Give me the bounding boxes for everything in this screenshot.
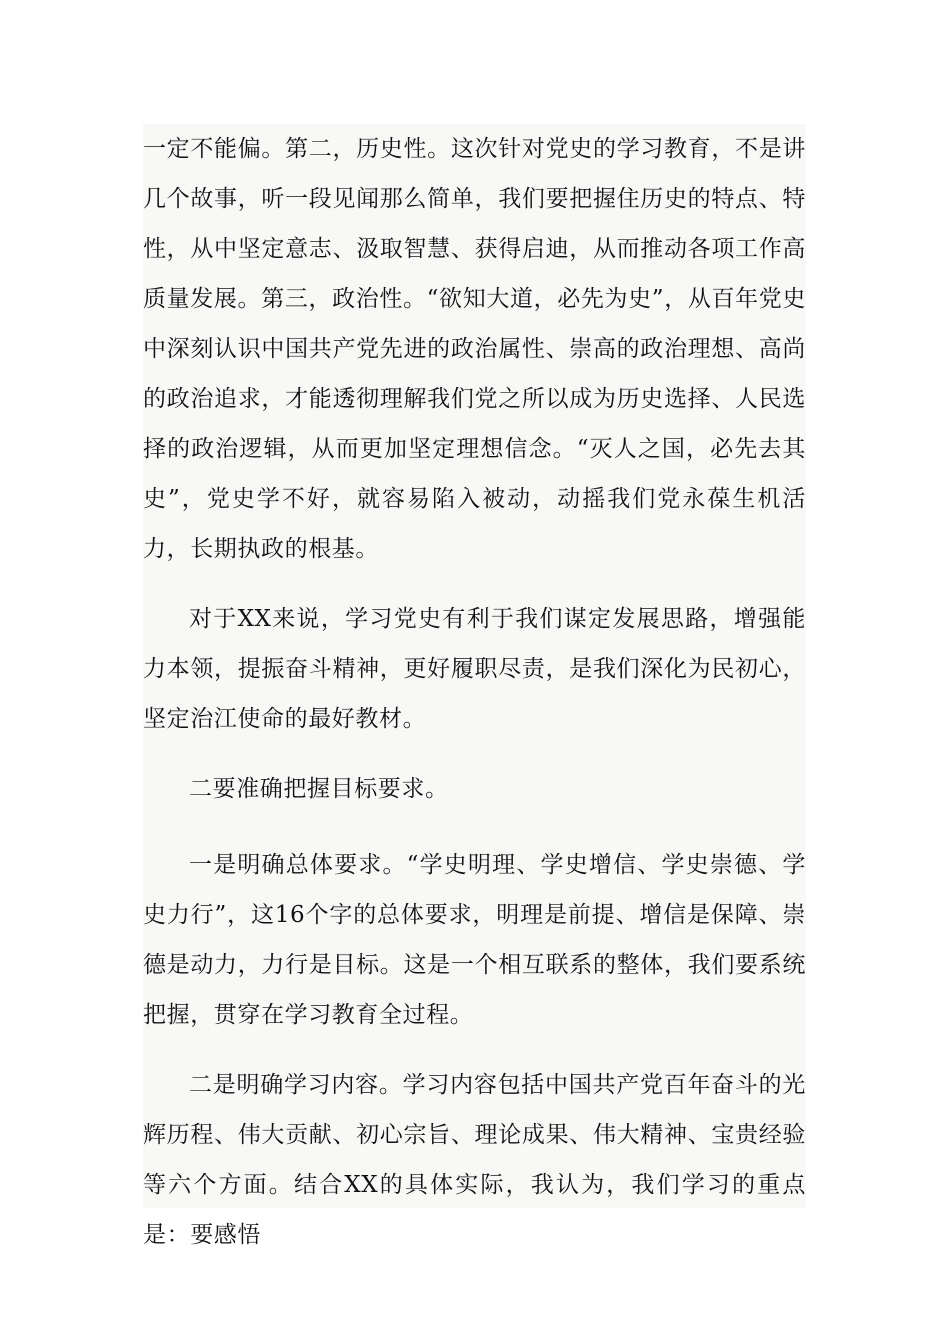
paragraph-continuation: 一定不能偏。第二，历史性。这次针对党史的学习教育，不是讲几个故事，听一段见闻那么简单，我们要把握住历史的特点、特性，从中坚定意志、汲取智慧、获得启迪，从而推动各项工作高质量发展。第三，政治性。“欲知大道，必先为史”，从百年党史中深刻认识中国共产党先进的政治属性、崇高的政治理想、高尚的政治追求，才能透彻理解我们党之所以成为历史选择、人民选择的政治逻辑，从而更加坚定理想信念。“灭人之国，必先去其史”，党史学不好，就容易陷入被动，动摇我们党永葆生机活力，长期执政的根基。	[143, 136, 806, 562]
section-heading-target-requirements: 二要准确把握目标要求。	[189, 776, 449, 802]
document-text-panel	[143, 124, 806, 1248]
paragraph-learning-content: 二是明确学习内容。学习内容包括中国共产党百年奋斗的光辉历程、伟大贡献、初心宗旨、理论成果、伟大精神、宝贵经验等六个方面。结合XX的具体实际，我认为，我们学习的重点是：要感悟	[143, 1072, 806, 1248]
paragraph-overall-requirements: 一是明确总体要求。“学史明理、学史增信、学史崇德、学史力行”，这16个字的总体要求，明理是前提、增信是保障、崇德是动力，力行是目标。这是一个相互联系的整体，我们要系统把握，贯穿在学习教育全过程。	[143, 852, 806, 1028]
paragraph-xx-significance: 对于XX来说，学习党史有利于我们谋定发展思路，增强能力本领，提振奋斗精神，更好履职尽责，是我们深化为民初心，坚定治江使命的最好教材。	[143, 606, 806, 732]
